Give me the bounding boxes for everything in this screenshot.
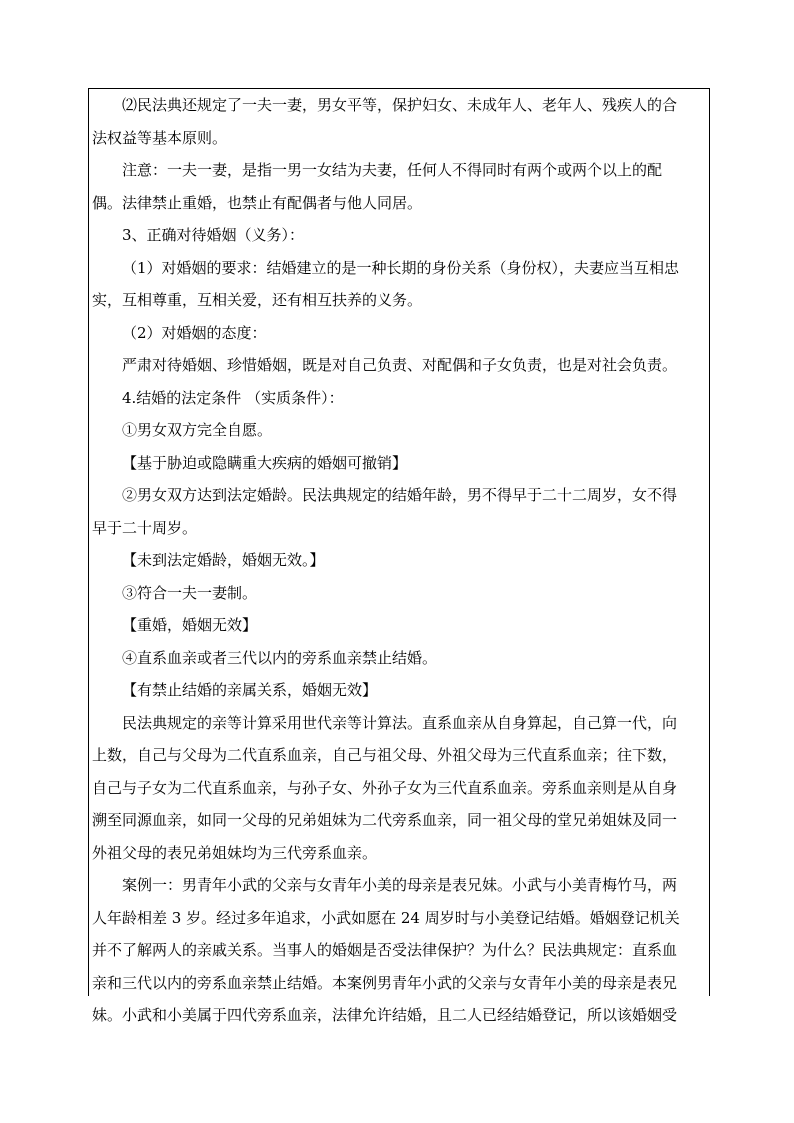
note-line: 【重婚，婚姻无效】 [122, 616, 258, 634]
text-line: ⑵民法典还规定了一夫一妻，男女平等，保护妇女、未成年人、老年人、残疾人的合 [122, 96, 678, 114]
text-line: 实，互相尊重，互相关爱，还有相互扶养的义务。 [92, 291, 423, 309]
text-line: 溯至同源血亲，如同一父母的兄弟姐妹为二代旁系血亲，同一祖父母的堂兄弟姐妹及同一 [92, 811, 678, 829]
document-body [89, 89, 709, 1032]
note-line: 【基于胁迫或隐瞒重大疾病的婚姻可撤销】 [122, 453, 408, 472]
text-line: 自己与子女为二代直系血亲，与孙子女、外孙子女为三代直系血亲。旁系血亲则是从自身 [92, 778, 678, 797]
text-line: 法权益等基本原则。 [92, 128, 228, 147]
case-line: 并不了解两人的亲戚关系。当事人的婚姻是否受法律保护？为什么？民法典规定：直系血 [92, 941, 678, 959]
text-line: （1）对婚姻的要求：结婚建立的是一种长期的身份关系（身份权），夫妻应当互相忠 [122, 258, 680, 277]
text-line: ④直系血亲或者三代以内的旁系血亲禁止结婚。 [122, 648, 438, 667]
text-line: （2）对婚姻的态度： [122, 323, 267, 342]
text-line: ③符合一夫一妻制。 [122, 583, 258, 602]
text-line: ②男女双方达到法定婚龄。民法典规定的结婚年龄，男不得早于二十二周岁，女不得 [122, 486, 678, 504]
note-line: 【未到法定婚龄，婚姻无效。】 [122, 551, 325, 569]
case-line: 案例一：男青年小武的父亲与女青年小美的母亲是表兄妹。小武与小美青梅竹马，两 [122, 876, 678, 894]
text-line: 偶。法律禁止重婚，也禁止有配偶者与他人同居。 [92, 193, 423, 212]
section-heading: 3、正确对待婚姻（义务）： [122, 226, 305, 244]
text-line: ①男女双方完全自愿。 [122, 421, 273, 439]
text-line: 民法典规定的亲等计算采用世代亲等计算法。直系血亲从自身算起，自己算一代，向 [122, 713, 678, 732]
text-line: 早于二十周岁。 [92, 518, 198, 537]
case-line: 人年龄相差 3 岁。经过多年追求，小武如愿在 24 周岁时与小美登记结婚。婚姻登记机关 [92, 908, 680, 927]
case-line: 亲和三代以内的旁系血亲禁止结婚。本案例男青年小武的父亲与女青年小美的母亲是表兄 [92, 973, 678, 992]
document-table-cell [88, 88, 710, 1024]
text-line: 注意：一夫一妻，是指一男一女结为夫妻，任何人不得同时有两个或两个以上的配 [122, 161, 663, 179]
note-line: 【有禁止结婚的亲属关系，婚姻无效】 [122, 681, 378, 699]
case-line: 妹。小武和小美属于四代旁系血亲，法律允许结婚，且二人已经结婚登记，所以该婚姻受 [92, 1006, 678, 1024]
text-line: 外祖父母的表兄弟姐妹均为三代旁系血亲。 [92, 843, 378, 862]
section-heading: 4.结婚的法定条件 （实质条件）： [122, 388, 344, 407]
text-line: 严肃对待婚姻、珍惜婚姻，既是对自己负责、对配偶和子女负责，也是对社会负责。 [122, 356, 678, 374]
text-line: 上数，自己与父母为二代直系血亲，自己与祖父母、外祖父母为三代直系血亲；往下数， [92, 746, 678, 764]
